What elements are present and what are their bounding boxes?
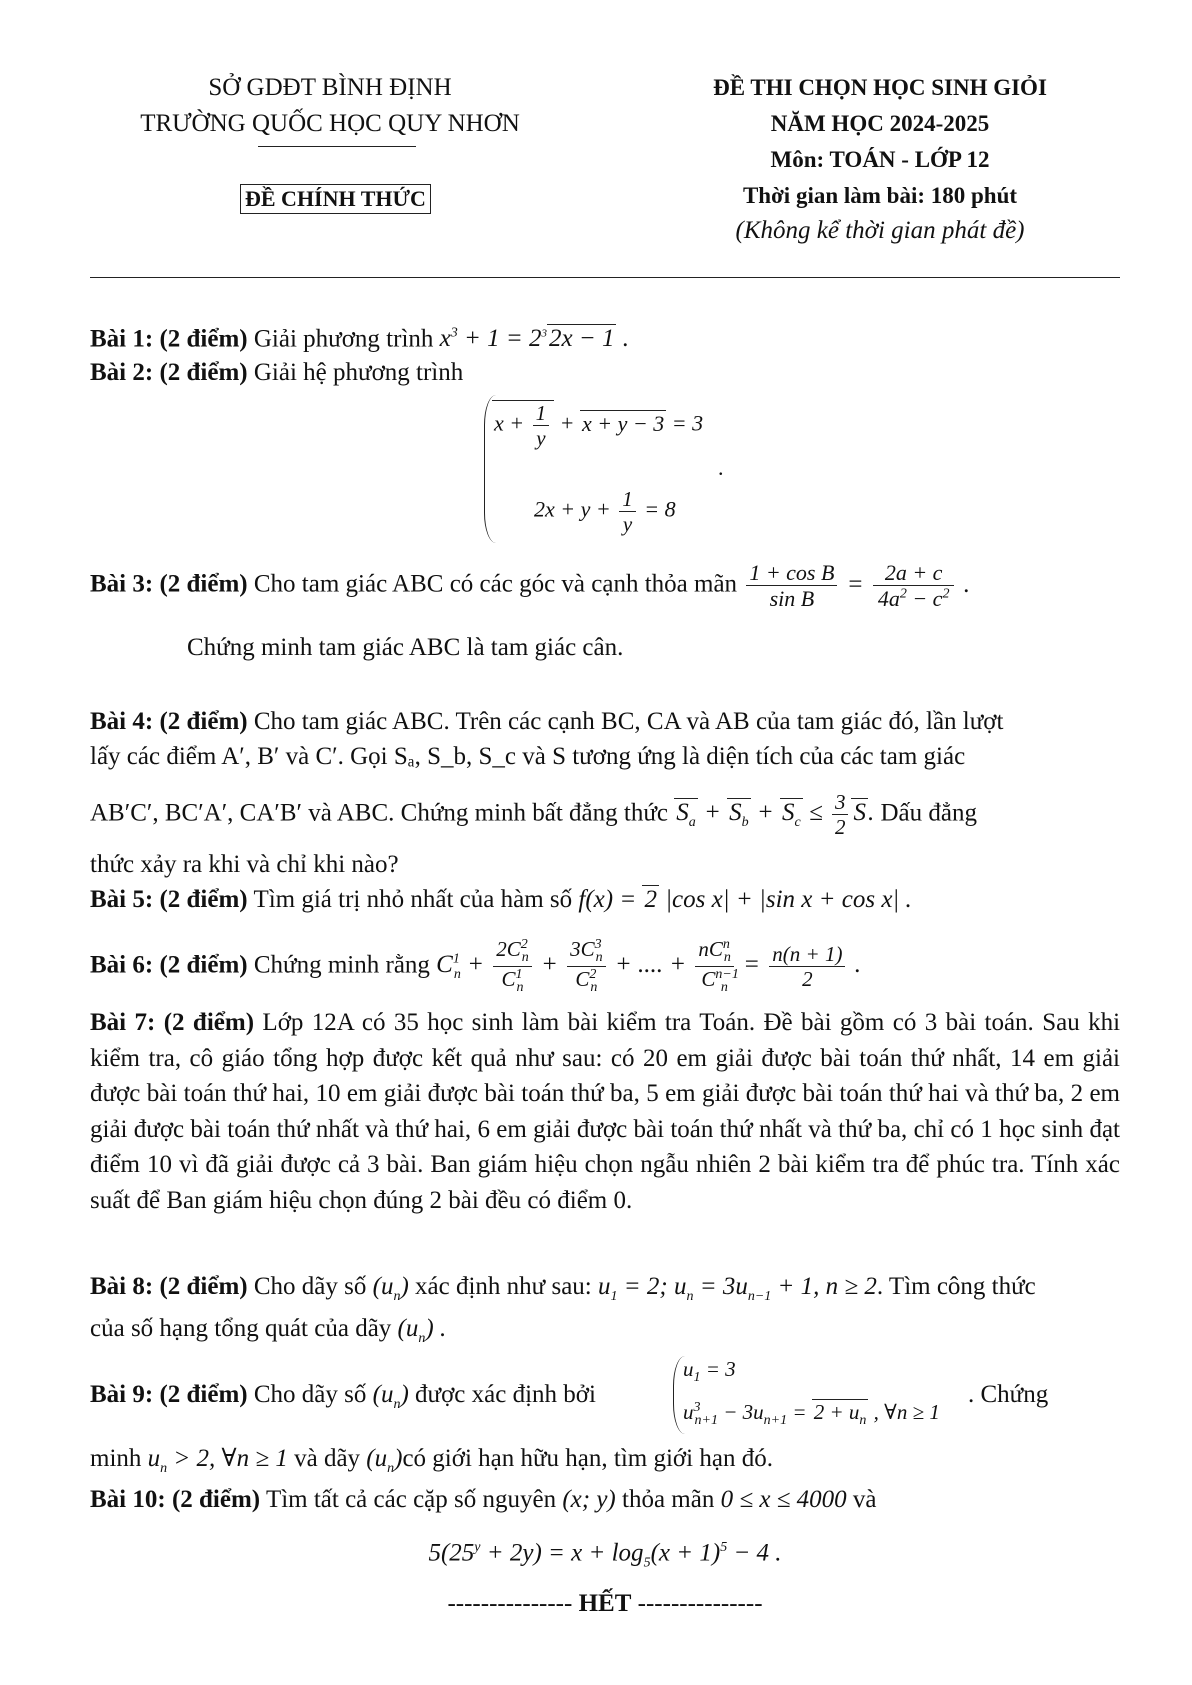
problem-3-label: Bài 3: [90,570,154,598]
problem-7-text: Lớp 12A có 35 học sinh làm bài kiểm tra Toán. Đề bài gồm có 3 bài toán. Sau khi kiểm tra, cô giáo tổng hợp được kết quả như sau: có 20 em giải được bài toán thứ nhất, 14 em giải được bài toán thứ hai, 10 em giải được bài toán thứ ba, 5 em giải được bài toán thứ hai và thứ ba, 2 em giải được bài toán thứ nhất và thứ hai, 6 em giải được bài toán thứ nhất và thứ ba, chỉ có 1 học sinh đạt điểm 10 vì đã giải được cả 3 bài. Ban giám hiệu chọn ngẫu nhiên 2 bài kiểm tra để phúc tra. Tính xác suất để Ban giám hiệu chọn đúng 2 bài đều có điểm 0. [90,1009,1121,1214]
problem-9-label: Bài 9: [90,1381,154,1408]
end-marker [90,1587,1120,1621]
problem-10-text-b: thỏa mãn [622,1486,715,1513]
problem-9-line2-a: minh [90,1445,142,1472]
system-period: . [718,455,724,480]
identity-6: $C^1_n$ + $\frac{2C^2_n}{C^1_n}$ + $\frac{3C^3_n}{C^2_n}$ + .... + $\frac{nC^n_n}{C^{n-1}_n}$ = $\frac{n(n + 1)}{2}$ . [436,936,861,996]
problem-3-text: Cho tam giác ABC có các góc và cạnh thỏa mãn [253,570,738,598]
function-5: f(x) = 2 |cos x| + |sin x + cos x| . [578,886,912,913]
problem-8-line1 [90,1270,1120,1314]
problem-5-points: (2 điểm) [159,886,248,913]
system-9-eq-1: $u_1 = 3$ [683,1357,736,1386]
school-name: TRƯỜNG QUỐC HỌC QUY NHƠN [140,110,520,137]
pair-10: (x; y) [562,1486,616,1513]
problem-4-line1 [90,705,1120,739]
problem-5-text: Tìm giá trị nhỏ nhất của hàm số [253,886,573,913]
problem-4-line3-text: AB′C′, BC′A′, CA′B′ và ABC. Chứng minh bất đẳng thức [90,799,668,827]
problem-9-text-b: được xác định bởi [415,1381,596,1408]
duration: Thời gian làm bài: 180 phút [742,183,1018,208]
system-9-eq-2: $u^3_{n+1} - 3u_{n+1} = 2 + u_n$ , ∀n ≥ 1 [683,1400,940,1429]
problem-5 [90,883,1120,917]
problem-9-line1 [90,1378,1120,1422]
exam-title: ĐỀ THI CHỌN HỌC SINH GIỎI [713,75,1047,100]
problem-5-label: Bài 5: [90,886,154,913]
problem-10-text-c: và [852,1486,877,1513]
problem-9-text-c: . Chứng [968,1381,1049,1408]
problem-10-points: (2 điểm) [171,1486,261,1513]
problem-9-line2-c: có giới hạn hữu hạn, tìm giới hạn đó. [402,1445,773,1472]
problem-1-points: (2 điểm) [159,325,248,353]
equation-3: $\frac{\text{1 + cos B}}{\text{sin B}}$ = $\frac{2a + c}{4a^2 - c^2}$ . [743,571,970,598]
system-eq-2: 2x + y + $\frac{1}{y}$ = 8 [534,487,676,537]
school-underline [258,146,416,147]
problem-6 [90,935,1120,1000]
end-label: HẾT [578,1590,632,1617]
problem-4-points: (2 điểm) [159,708,248,735]
problem-1-label: Bài 1: [90,325,154,353]
sequence-9b: $(u_n)$ [366,1445,403,1476]
problem-8-label: Bài 8: [90,1273,154,1300]
problem-6-points: (2 điểm) [159,951,248,979]
problem-4-text: Cho tam giác ABC. Trên các cạnh BC, CA và AB của tam giác đó, lần lượt [253,708,1004,735]
problem-4-line2: lấy các điểm A′, B′ và C′. Gọi Sₐ, S_b, S_c và S tương ứng là diện tích của các tam giác [90,743,966,770]
problem-2-label: Bài 2: [90,359,154,386]
sequence-8: $(u_n)$ [372,1273,409,1304]
problem-3-points: (2 điểm) [159,570,248,598]
problem-7 [90,1005,1120,1218]
sequence-8b: $(u_n)$ . [397,1315,447,1346]
duration-note: (Không kể thời gian phát đề) [735,217,1025,244]
official-exam-badge: ĐỀ CHÍNH THỨC [240,184,431,214]
problem-4-line3-end: Dấu đẳng [880,799,977,827]
problem-8-line2-text: của số hạng tổng quát của dãy [90,1315,392,1342]
problem-8-text-c: . Tìm công thức [876,1273,1036,1300]
problem-9-line2-b: và dãy [294,1445,361,1472]
header-right [660,70,1100,214]
problem-3 [90,560,1120,612]
problem-8-text-a: Cho dãy số [253,1273,367,1300]
end-dashes-left: --------------- [447,1590,573,1617]
problem-8-line2 [90,1312,1120,1356]
problem-1-text: Giải phương trình [253,325,434,353]
bound-9: $u_n > 2$, ∀n ≥ 1 [147,1445,288,1476]
problem-3-line2: Chứng minh tam giác ABC là tam giác cân. [187,634,624,661]
department: SỞ GDĐT BÌNH ĐỊNH [208,74,452,101]
problem-8-points: (2 điểm) [159,1273,248,1300]
problem-2-text: Giải hệ phương trình [253,359,464,386]
problem-10-text-a: Tìm tất cả các cặp số nguyên [265,1486,557,1513]
end-dashes-right: --------------- [637,1590,763,1617]
problem-4-line3 [90,790,1120,840]
header-left [120,70,540,142]
sequence-9: $(u_n)$ [372,1381,409,1412]
problem-10-line1 [90,1483,1120,1517]
problem-7-label: Bài 7: [90,1009,156,1036]
problem-6-text: Chứng minh rằng [253,951,430,979]
problem-9-line2 [90,1442,1120,1486]
problem-10-label: Bài 10: [90,1486,166,1513]
problem-7-points: (2 điểm) [163,1009,255,1036]
header-divider [90,277,1120,278]
inequality-4: $S_a + S_b + S_c$ ≤ $\frac{3}{2}$ S. [676,790,881,840]
equation-1: $x^3 + 1 = 2^32x - 1$ . [439,325,629,353]
equation-10: $5(25^y + 2y) = x + \log_5(x + 1)^5 - 4$ . [428,1539,782,1571]
problem-9-points: (2 điểm) [159,1381,248,1408]
problem-4-line4: thức xảy ra khi và chỉ khi nào? [90,851,399,878]
problem-2 [90,356,1120,390]
school-year: NĂM HỌC 2024-2025 [770,111,990,136]
subject: Môn: TOÁN - LỚP 12 [770,147,990,172]
problem-6-label: Bài 6: [90,951,154,979]
problem-2-points: (2 điểm) [159,359,248,386]
problem-8-text-b: xác định như sau: [415,1273,592,1300]
range-10: 0 ≤ x ≤ 4000 [720,1486,847,1513]
problem-4-label: Bài 4: [90,708,154,735]
problem-1 [90,317,1120,356]
system-eq-1: x + $\frac{1}{y}$ + x + y − 3 = 3 [494,401,704,451]
recurrence-8: $u_1 = 2$; $u_n = 3u_{n-1} + 1$, n ≥ 2 [598,1273,877,1304]
problem-9-text-a: Cho dãy số [253,1381,367,1408]
